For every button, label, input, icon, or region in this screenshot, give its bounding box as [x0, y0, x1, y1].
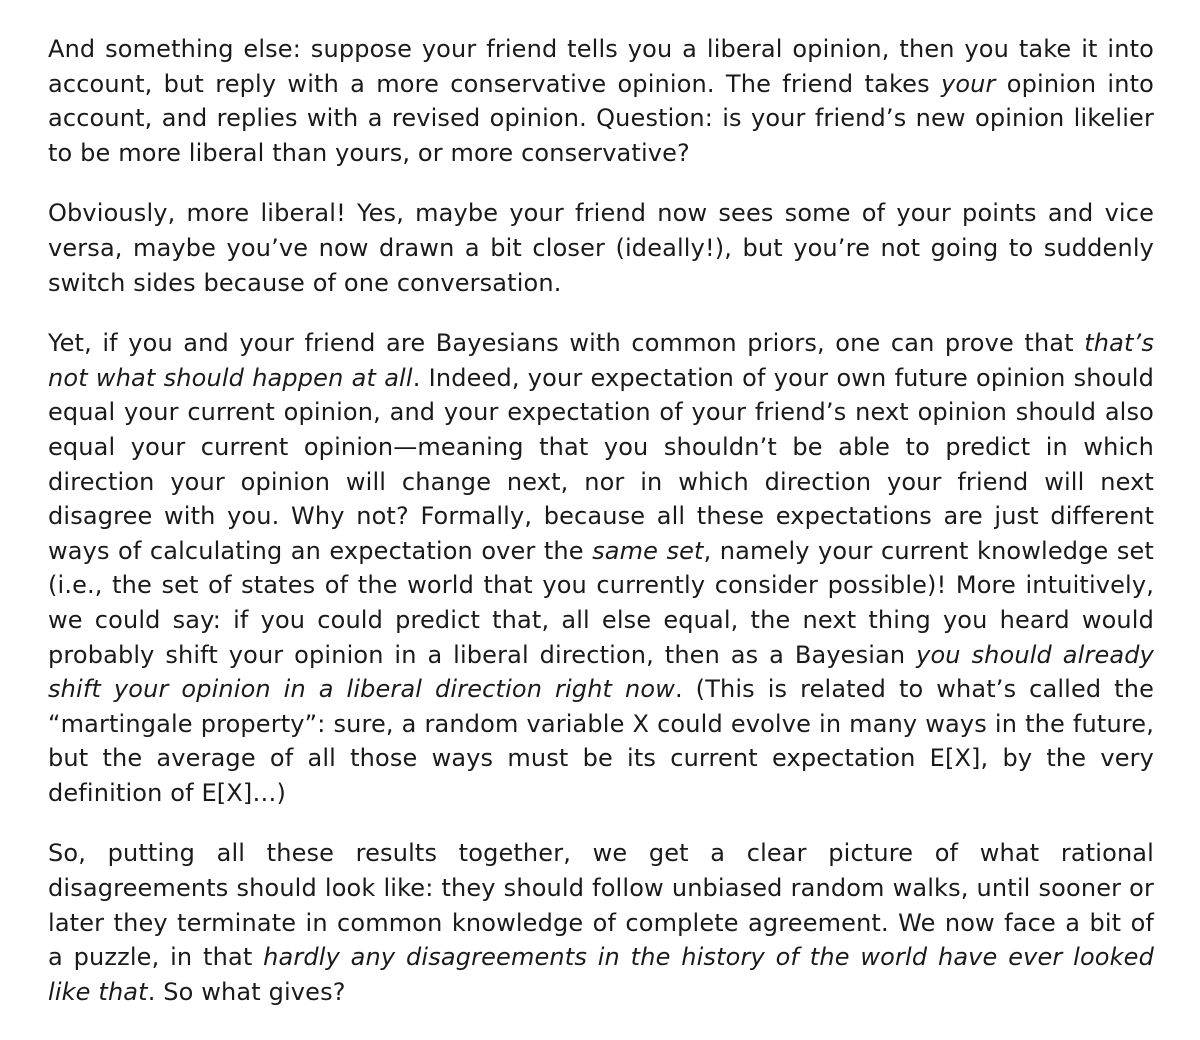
italic-text: that’s not what should happen at all — [48, 329, 1154, 392]
clipped-previous-line-text — [48, 0, 228, 6]
italic-text: hardly any disagreements in the history of the world have ever looked like that — [48, 943, 1154, 1006]
clipped-previous-line — [48, 0, 228, 6]
document-body — [48, 32, 1154, 1035]
paragraph — [48, 32, 1154, 170]
paragraph — [48, 836, 1154, 1009]
text-segment: . Indeed, your expectation of your own future opinion should equal your current opinion, and your expectation of your friend’s next opinion should also equal your current opinion—meaning that you shouldn’t be able to predict in which direction your opinion will change next, nor in which direction your friend will next disagree with you. Why not? Formally, because all these expectations are just different ways of calculating an expectation over the — [48, 363, 1155, 565]
italic-text: your — [940, 69, 996, 98]
text-segment: And something else: suppose your friend tells you a liberal opinion, then you take it into account, but reply with a more conservative opinion. The friend takes — [48, 35, 1154, 98]
text-segment: Obviously, more liberal! Yes, maybe your friend now sees some of your points and vice versa, maybe you’ve now drawn a bit closer (ideally!), but you’re not going to suddenly switch sides because of one conversation. — [48, 199, 1154, 297]
text-segment: . (This is related to what’s called the “martingale property”: sure, a random variable X could evolve in many ways in the future, but the average of all those ways must be its current expectation E[X], by the very definition of E[X]…) — [48, 675, 1154, 807]
text-segment: So, putting all these results together, we get a clear picture of what rational disagreements should look like: they should follow unbiased random walks, until sooner or later they terminate in common knowledge of complete agreement. We now face a bit of a puzzle, in that — [48, 839, 1154, 972]
italic-text: same set — [592, 536, 704, 565]
text-segment: , namely your current knowledge set (i.e., the set of states of the world that you currently consider possible)! More intuitively, we could say: if you could predict that, all else equal, the next thing you heard would probably shift your opinion in a liberal direction, then as a Bayesian — [48, 536, 1154, 669]
text-segment: . So what gives? — [147, 977, 346, 1006]
italic-text: you should already shift your opinion in a liberal direction right now — [48, 640, 1154, 704]
paragraph — [48, 196, 1154, 300]
text-segment: opinion into account, and replies with a revised opinion. Question: is your friend’s new opinion likelier to be more liberal than yours, or more conservative? — [48, 69, 1154, 167]
text-segment: Yet, if you and your friend are Bayesians with common priors, one can prove that — [48, 329, 1085, 358]
paragraph — [48, 326, 1154, 810]
